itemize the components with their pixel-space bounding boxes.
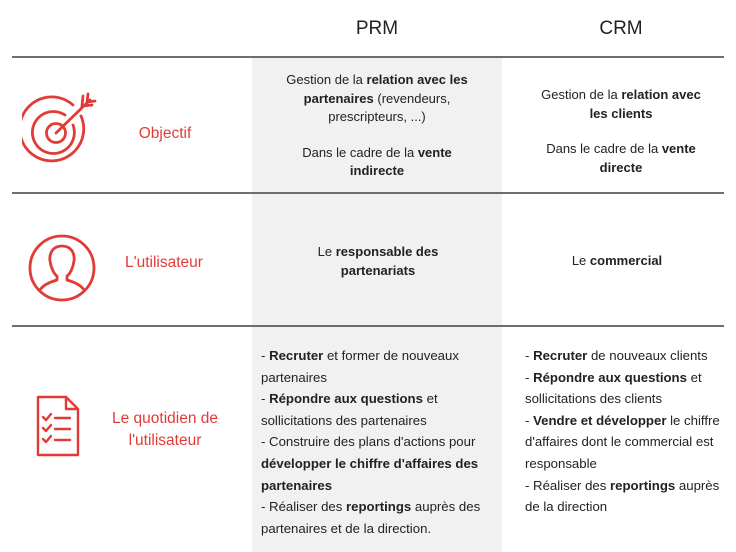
crm-quotidien-list: [525, 345, 728, 518]
list-item: - Réaliser des reportings auprès des partenaires et de la direction.: [261, 499, 481, 536]
list-item: - Recruter de nouveaux clients: [525, 348, 708, 363]
crm-objectif: Gestion de la relation avec les clients Dans le cadre de la vente directe: [541, 87, 701, 175]
row-label-objectif: Objectif: [138, 125, 192, 142]
row-label-quotidien: Le quotidien de l'utilisateur: [111, 410, 218, 449]
list-item: - Réaliser des reportings auprès de la direction: [525, 477, 720, 515]
list-item: - Vendre et développer le chiffre d'affaires dont le commercial est responsable: [525, 412, 720, 471]
list-item: - Construire des plans d'actions pour développer le chiffre d'affaires des partenaires: [261, 434, 479, 493]
list-item: - Répondre aux questions et sollicitations des clients: [525, 369, 702, 407]
list-item: - Recruter et former de nouveaux partenaires: [261, 348, 459, 385]
user-icon: [24, 233, 102, 305]
list-item: - Répondre aux questions et sollicitations des partenaires: [261, 391, 438, 428]
crm-utilisateur: Le commercial: [571, 253, 663, 268]
divider-row2: [12, 325, 724, 327]
prm-objectif: Gestion de la relation avec les partenaires (revendeurs, prescripteurs, ...) Dans le cadre de la vente indirecte: [286, 72, 468, 178]
divider-top: [12, 56, 724, 58]
prm-header: PRM: [355, 18, 399, 39]
prm-quotidien-list: [261, 345, 499, 539]
crm-header: CRM: [599, 18, 643, 39]
divider-row1: [12, 192, 724, 194]
prm-utilisateur: Le responsable des partenariats: [317, 244, 439, 278]
row-label-utilisateur: L'utilisateur: [125, 254, 203, 271]
target-icon: [22, 92, 102, 166]
checklist-icon: [32, 395, 82, 459]
